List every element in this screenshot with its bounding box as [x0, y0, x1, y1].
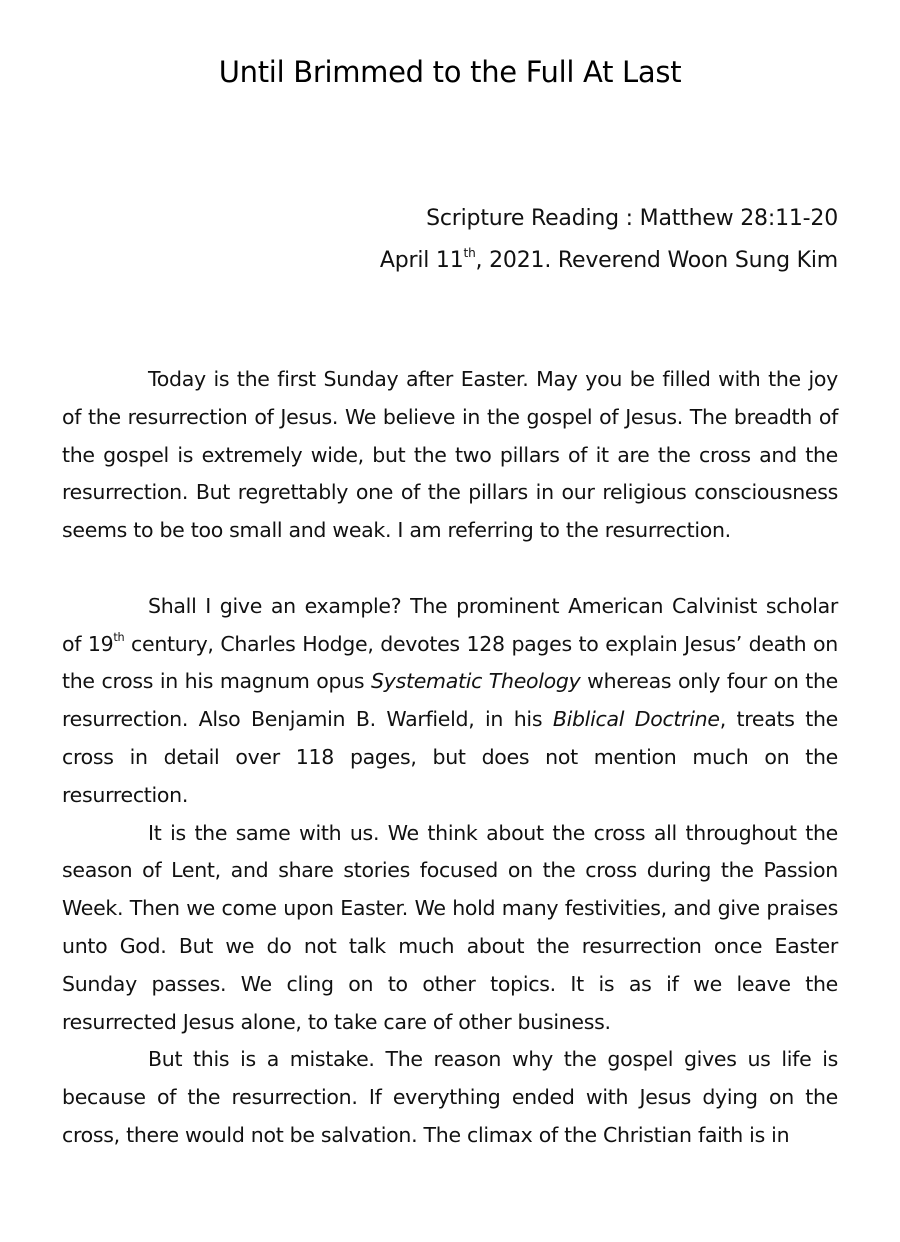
date-month-day: April 11 — [379, 248, 464, 273]
paragraph-2-text-a: Shall I give an example? The prominent American Calvinist scholar of 19 — [62, 593, 838, 656]
paragraph-2-text-c: whereas only four on the resurrection. Also Benjamin B. Warfield, in his — [62, 669, 838, 732]
document-title: Until Brimmed to the Full At Last — [218, 55, 682, 89]
book-title-systematic-theology: Systematic Theology — [371, 669, 581, 694]
sermon-body — [62, 361, 838, 1155]
scripture-reading-line: Scripture Reading : Matthew 28:11-20 — [426, 206, 838, 231]
book-title-biblical-doctrine: Biblical Doctrine — [552, 707, 720, 732]
date-author-line — [380, 240, 838, 282]
paragraph-3: It is the same with us. We think about the cross all throughout the season of Lent, and share stories focused on the cross during the Passion Week. Then we come upon Easter. We hold many festivities, and give praises unto God. But we do not talk much about the resurrection once Easter Sunday passes. We cling on to other topics. It is as if we leave the resurrected Jesus alone, to take care of other business. — [62, 820, 838, 1034]
ordinal-suffix: th — [113, 631, 125, 645]
date-year-author: , 2021. Reverend Woon Sung Kim — [475, 248, 838, 273]
paragraph-1: Today is the first Sunday after Easter. May you be filled with the joy of the resurrection of Jesus. We believe in the gospel of Jesus. The breadth of the gospel is extremely wide, but the two pillars of it are the cross and the resurrection. But regrettably one of the pillars in our religious consciousness seems to be too small and weak. I am referring to the resurrection. — [62, 367, 838, 543]
paragraph-2-text-d: , treats the cross in detail over 118 pages, but does not mention much on the resurrection. — [62, 707, 838, 807]
sermon-meta — [380, 198, 838, 282]
paragraph-2-text-b: century, Charles Hodge, devotes 128 pages to explain Jesus’ death on the cross in his magnum opus — [62, 631, 838, 694]
date-ordinal-suffix: th — [463, 245, 476, 260]
paragraph-4: But this is a mistake. The reason why the gospel gives us life is because of the resurrection. If everything ended with Jesus dying on the cross, there would not be salvation. The climax of the Christian faith is in — [62, 1047, 838, 1147]
paragraph-2 — [62, 588, 838, 815]
